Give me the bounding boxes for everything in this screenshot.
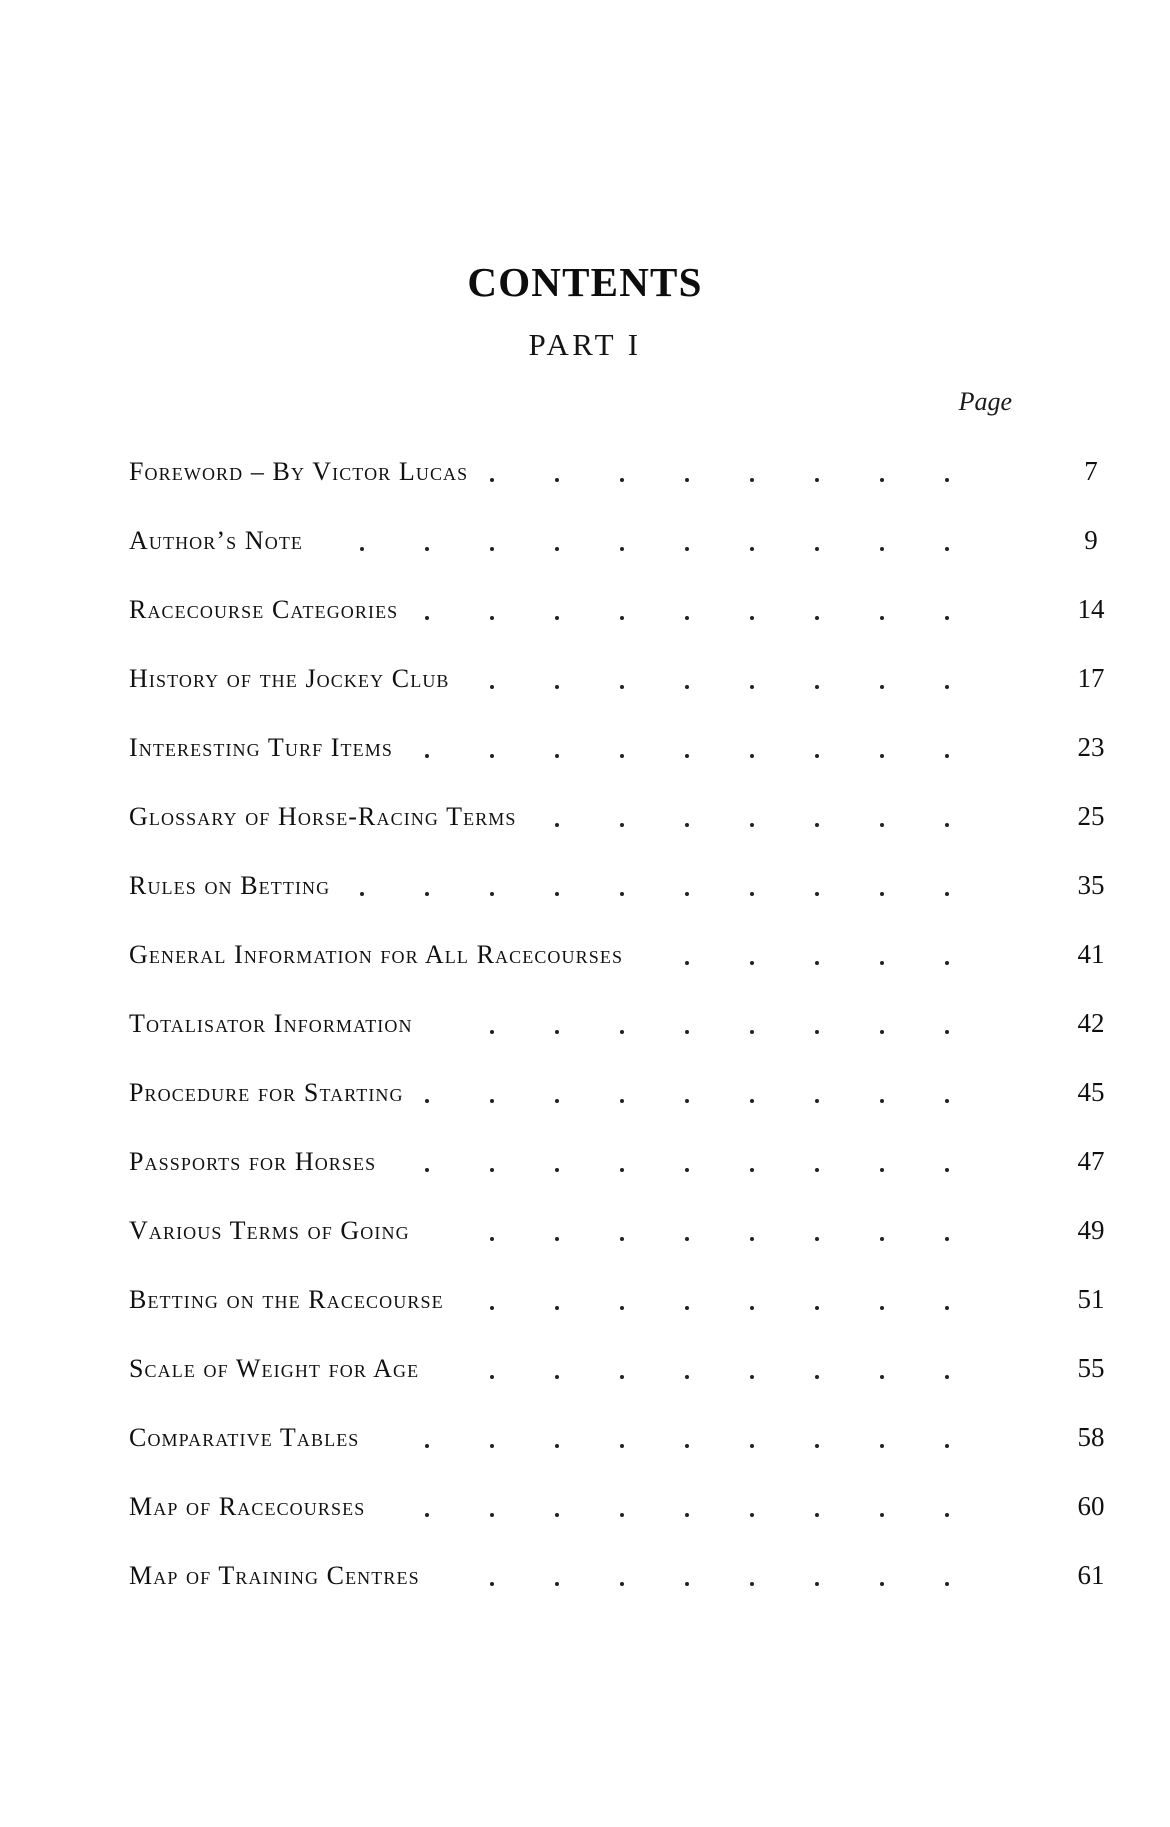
part-heading: PART I: [528, 327, 642, 362]
toc-entry-label: Foreword – By Victor Lucas: [129, 457, 477, 487]
toc-entry[interactable]: [0, 920, 1170, 989]
toc-entry[interactable]: [0, 575, 1170, 644]
toc-entry-page-number: 25: [1077, 801, 1105, 831]
toc-entry[interactable]: [0, 437, 1170, 506]
toc-entry-page-number: 42: [1077, 1008, 1105, 1038]
toc-entry[interactable]: [0, 1196, 1170, 1265]
toc-entry[interactable]: [0, 1265, 1170, 1334]
toc-entry[interactable]: [0, 1334, 1170, 1403]
toc-entry-page-number: 9: [1084, 525, 1098, 555]
toc-entry[interactable]: [0, 1058, 1170, 1127]
toc-entry-label: Comparative Tables: [129, 1423, 368, 1453]
toc-entry[interactable]: [0, 989, 1170, 1058]
toc-entry[interactable]: [0, 851, 1170, 920]
toc-entry-page-number: 55: [1077, 1353, 1105, 1383]
toc-entry[interactable]: [0, 1403, 1170, 1472]
toc-entry-label: Totalisator Information: [129, 1009, 422, 1039]
toc-entry-label: Author’s Note: [129, 526, 312, 556]
toc-entry[interactable]: [0, 1127, 1170, 1196]
page-column-header: Page: [958, 387, 1012, 416]
toc-entry-label: Passports for Horses: [129, 1147, 385, 1177]
toc-entry[interactable]: [0, 506, 1170, 575]
toc-entry-label: Various Terms of Going: [129, 1216, 419, 1246]
toc-entry-label: Glossary of Horse-Racing Terms: [129, 802, 526, 832]
toc-entry-label: Betting on the Racecourse: [129, 1285, 453, 1315]
toc-entry[interactable]: [0, 644, 1170, 713]
toc-entry[interactable]: [0, 1541, 1170, 1610]
toc-entry-page-number: 14: [1077, 594, 1105, 624]
toc-entry-label: Procedure for Starting: [129, 1078, 413, 1108]
toc-entry-page-number: 35: [1077, 870, 1105, 900]
toc-entry-page-number: 58: [1077, 1422, 1105, 1452]
toc-entry-label: Rules on Betting: [129, 871, 339, 901]
toc-entry-page-number: 17: [1077, 663, 1105, 693]
toc-entry-page-number: 61: [1077, 1560, 1105, 1590]
toc-entry-page-number: 45: [1077, 1077, 1105, 1107]
toc-entry[interactable]: [0, 713, 1170, 782]
toc-entry[interactable]: [0, 1472, 1170, 1541]
toc-entry-page-number: 49: [1077, 1215, 1105, 1245]
table-of-contents: [0, 437, 1170, 1610]
toc-entry-page-number: 51: [1077, 1284, 1105, 1314]
toc-entry-page-number: 7: [1084, 456, 1098, 486]
toc-entry-label: Map of Training Centres: [129, 1561, 429, 1591]
toc-entry-label: History of the Jockey Club: [129, 664, 459, 694]
toc-entry-label: Interesting Turf Items: [129, 733, 402, 763]
toc-entry-page-number: 60: [1077, 1491, 1105, 1521]
toc-entry-page-number: 47: [1077, 1146, 1105, 1176]
toc-entry-label: Map of Racecourses: [129, 1492, 374, 1522]
toc-entry[interactable]: [0, 782, 1170, 851]
page-title: CONTENTS: [467, 259, 703, 305]
toc-entry-label: Scale of Weight for Age: [129, 1354, 428, 1384]
toc-entry-page-number: 23: [1077, 732, 1105, 762]
toc-entry-label: General Information for All Racecourses: [129, 940, 632, 970]
toc-entry-page-number: 41: [1077, 939, 1105, 969]
toc-entry-label: Racecourse Categories: [129, 595, 407, 625]
